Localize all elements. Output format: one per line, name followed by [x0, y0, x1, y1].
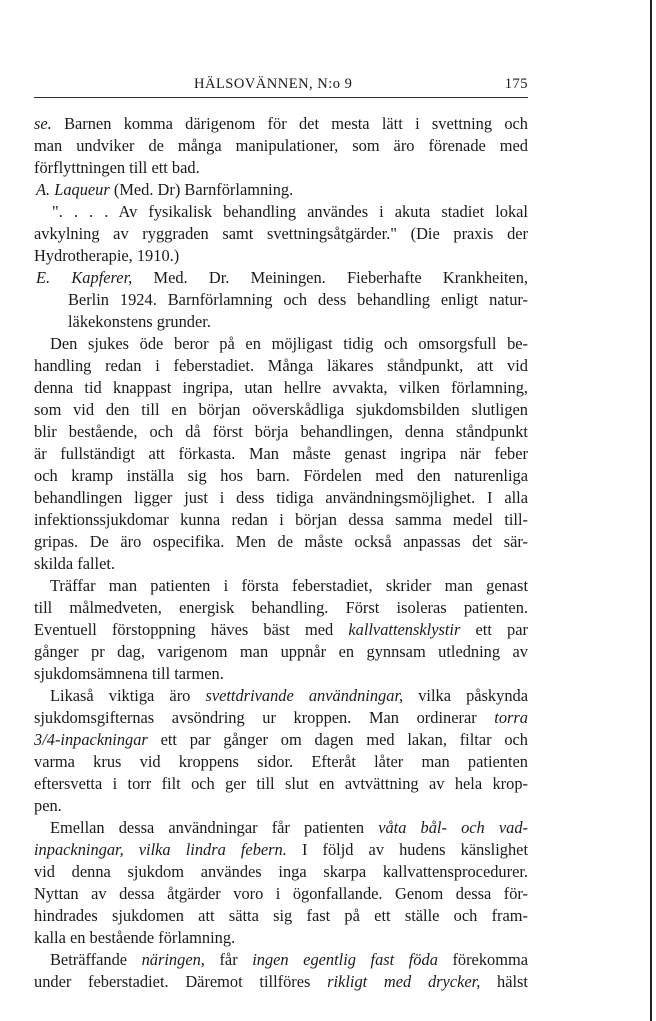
- paragraph-line: eftersvetta i torr filt och ger till slut en avtvättning av hela krop-: [34, 774, 528, 793]
- paragraph-line: sjukdomsämnena till tarmen.: [34, 664, 224, 683]
- paragraph-line: hindrades sjukdomen att sätta sig fast på ett ställe och fram-: [34, 906, 528, 925]
- text-line: se. Barnen komma därigenom för det mesta lätt i svettning och: [34, 114, 528, 133]
- paragraph-line: varma krus vid kroppens sidor. Efteråt låter man patienten: [34, 752, 528, 771]
- paragraph-line: och kramp inställa sig hos barn. Fördelen med den naturenliga: [34, 466, 528, 485]
- paragraph-line: Beträffande näringen, får ingen egentlig fast föda förekomma: [50, 950, 528, 969]
- paragraph-line: Träffar man patienten i första feberstadiet, skrider man genast: [50, 576, 528, 595]
- page-number: 175: [504, 76, 528, 92]
- paragraph-line: till målmedveten, energisk behandling. Först isoleras patienten.: [34, 598, 528, 617]
- paragraph-line: som vid den till en början oöverskådliga sjukdomsbilden slutligen: [34, 400, 528, 419]
- paragraph-line: vid denna sjukdom användes inga skarpa kallvattensprocedurer.: [34, 862, 528, 881]
- reference-entry: E. Kapferer, Med. Dr. Meiningen. Fieberhafte Krankheiten,: [36, 268, 528, 287]
- paragraph-line: Emellan dessa användningar får patienten våta bål- och vad-: [50, 818, 528, 837]
- paragraph-line: blir bestående, och då först börja behandlingen, denna ståndpunkt: [34, 422, 528, 441]
- paragraph-line: Den sjukes öde beror på en möjligast tidig och omsorgsfull be-: [50, 334, 528, 353]
- header-rule: [34, 97, 528, 98]
- paragraph-line: Likaså viktiga äro svettdrivande användningar, vilka påskynda: [50, 686, 528, 705]
- reference-line: läkekonstens grunder.: [68, 312, 211, 331]
- paragraph-line: sjukdomsgifternas avsöndring ur kroppen. Man ordinerar torra: [34, 708, 528, 727]
- paragraph-line: Nyttan av dessa åtgärder voro i ögonfallande. Genom dessa för-: [34, 884, 528, 903]
- page-edge-border: [650, 0, 652, 1021]
- paragraph-line: Eventuell förstoppning häves bäst med kallvattensklystir ett par: [34, 620, 528, 639]
- running-head: [34, 76, 528, 96]
- paragraph-line: denna tid knappast ingripa, utan hellre avvakta, vilken förlamning,: [34, 378, 528, 397]
- text-line: man undviker de många manipulationer, som äro förenade med: [34, 136, 528, 155]
- quote-line: avkylning av ryggraden samt svettningsåtgärder." (Die praxis der: [34, 224, 528, 243]
- body-text: [34, 113, 528, 993]
- paragraph-line: infektionssjukdomar kunna redan i början dessa samma medel till-: [34, 510, 528, 529]
- reference-entry: A. Laqueur (Med. Dr) Barnförlamning.: [36, 180, 294, 199]
- paragraph-line: inpackningar, vilka lindra febern. I följd av hudens känslighet: [34, 840, 528, 859]
- paragraph-line: gånger pr dag, varigenom man uppnår en gynnsam utledning av: [34, 642, 528, 661]
- paragraph-line: handling redan i feberstadiet. Många läkares ståndpunkt, att vid: [34, 356, 528, 375]
- paragraph-line: skilda fallet.: [34, 554, 116, 573]
- paragraph-line: 3/4-inpackningar ett par gånger om dagen med lakan, filtar och: [34, 730, 528, 749]
- running-title: HÄLSOVÄNNEN, N:o 9: [194, 76, 353, 92]
- paragraph-line: gripas. De äro ospecifika. Men de måste också anpassas det sär-: [34, 532, 528, 551]
- reference-line: Berlin 1924. Barnförlamning och dess behandling enligt natur-: [68, 290, 528, 309]
- text-line: förflyttningen till ett bad.: [34, 158, 200, 177]
- paragraph-line: kalla en bestående förlamning.: [34, 928, 236, 947]
- paragraph-line: under feberstadiet. Däremot tillföres rikligt med drycker, hälst: [34, 972, 528, 991]
- quote-line: ". . . . Av fysikalisk behandling användes i akuta stadiet lokal: [52, 202, 528, 221]
- paragraph-line: pen.: [34, 796, 62, 815]
- quote-line: Hydrotherapie, 1910.): [34, 246, 180, 265]
- paragraph-line: behandlingen ligger just i dess tidiga användningsmöjlighet. I alla: [34, 488, 528, 507]
- paragraph-line: är fullständigt att förkasta. Man måste genast ingripa när feber: [34, 444, 528, 463]
